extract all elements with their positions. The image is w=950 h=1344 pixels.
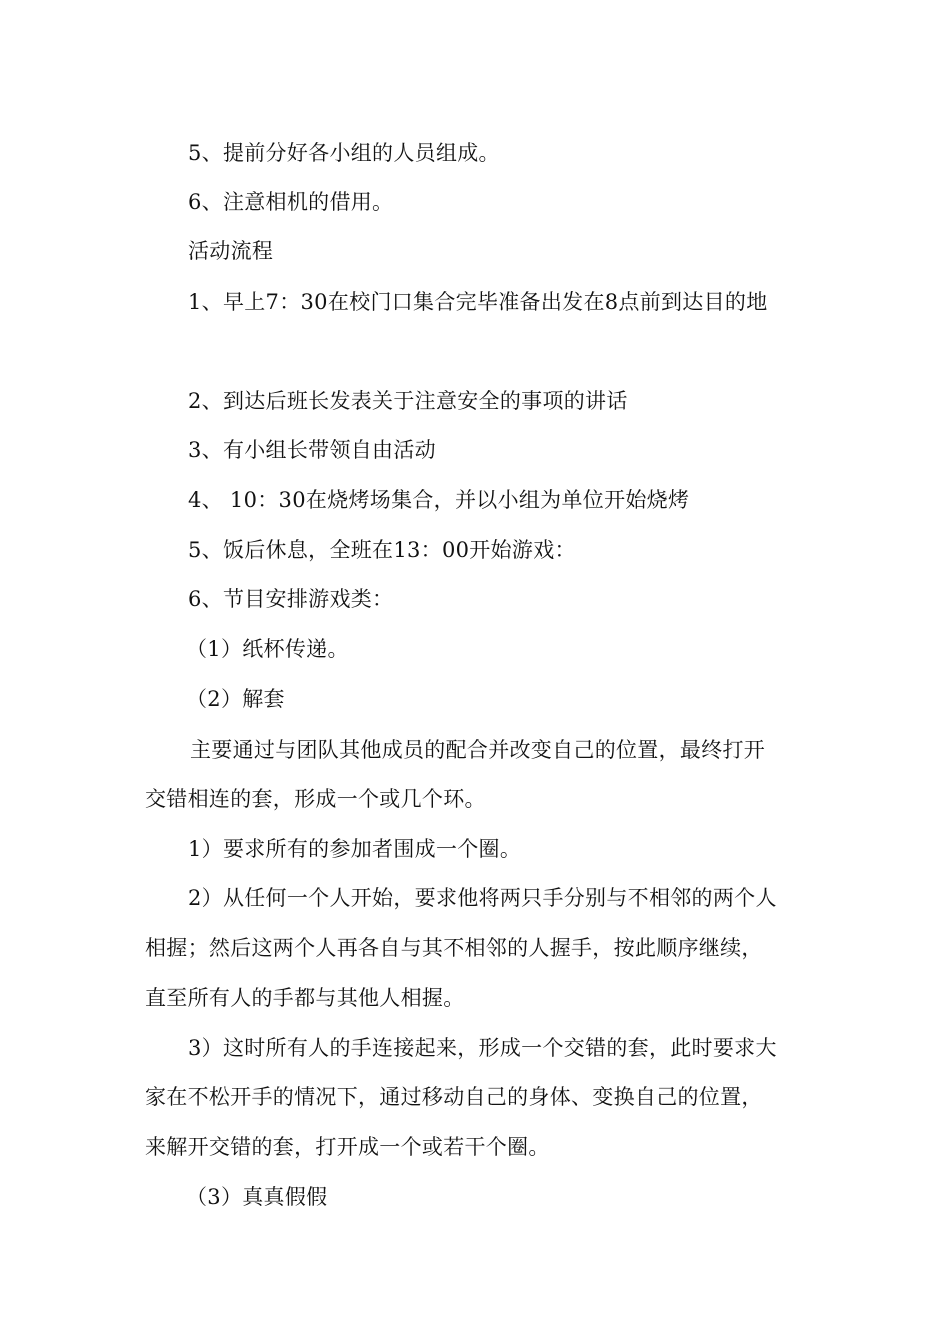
flow-item-2: 2、到达后班长发表关于注意安全的事项的讲话: [188, 389, 628, 413]
flow-item-4: 4、 10：30在烧烤场集合，并以小组为单位开始烧烤: [188, 488, 690, 512]
game-2-desc-line-2: 交错相连的套，形成一个或几个环。: [145, 787, 486, 811]
flow-item-6: 6、节目安排游戏类：: [188, 587, 394, 611]
flow-item-5: 5、饭后休息，全班在13：00开始游戏：: [188, 538, 576, 562]
rule-3-line-1: 3）这时所有人的手连接起来，形成一个交错的套，此时要求大: [188, 1036, 777, 1060]
game-2-title: （2）解套: [186, 687, 285, 711]
rule-1: 1）要求所有的参加者围成一个圈。: [188, 837, 522, 861]
rule-2-line-2: 相握；然后这两个人再各自与其不相邻的人握手，按此顺序继续，: [145, 936, 763, 960]
rule-2-line-1: 2）从任何一个人开始，要求他将两只手分别与不相邻的两个人: [188, 886, 777, 910]
rule-2-line-3: 直至所有人的手都与其他人相握。: [145, 986, 465, 1010]
prep-item-6: 6、注意相机的借用。: [188, 190, 394, 214]
game-3-title: （3）真真假假: [186, 1185, 328, 1209]
rule-3-line-2: 家在不松开手的情况下，通过移动自己的身体、变换自己的位置，: [145, 1085, 763, 1109]
prep-item-5: 5、提前分好各小组的人员组成。: [188, 141, 500, 165]
game-1-title: （1）纸杯传递。: [186, 637, 349, 661]
flow-item-1: 1、早上7：30在校门口集合完毕准备出发在8点前到达目的地: [188, 290, 768, 314]
flow-item-3: 3、有小组长带领自由活动: [188, 438, 436, 462]
rule-3-line-3: 来解开交错的套，打开成一个或若干个圈。: [145, 1135, 550, 1159]
game-2-desc-line-1: 主要通过与团队其他成员的配合并改变自己的位置，最终打开: [190, 738, 766, 762]
flow-heading: 活动流程: [188, 239, 274, 263]
